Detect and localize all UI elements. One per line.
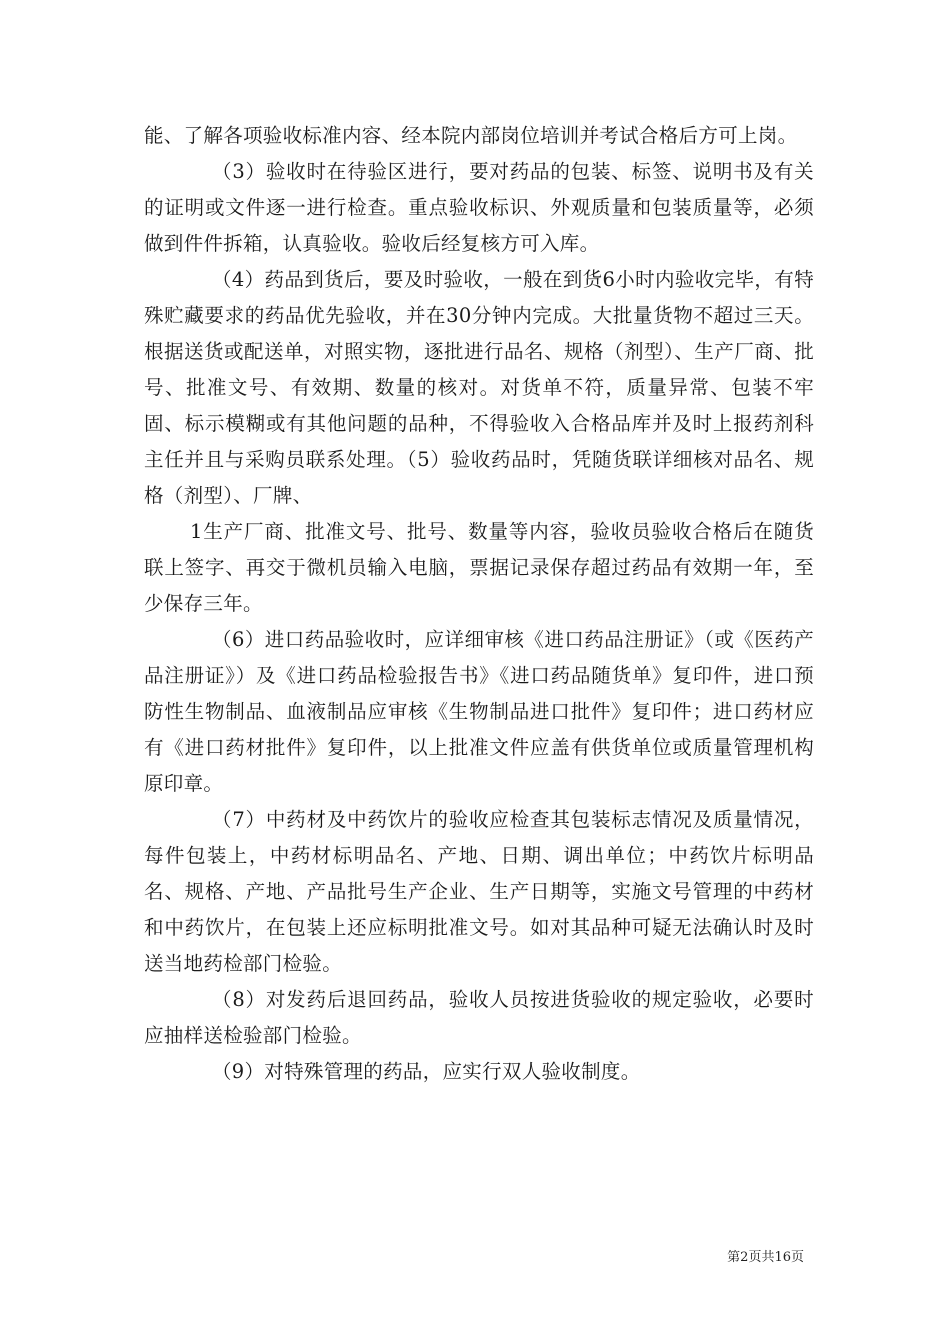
paragraph-6: （7）中药材及中药饮片的验收应检查其包装标志情况及质量情况，每件包装上，中药材标明品名、产地、日期、调出单位；中药饮片标明品名、规格、产地、产品批号生产企业、生产日期等，实施文号管理的中药材和中药饮片，在包装上还应标明批准文号。如对其品种可疑无法确认时及时送当地药检部门检验。 — [144, 808, 814, 975]
paragraph-4: 1生产厂商、批准文号、批号、数量等内容，验收员验收合格后在随货联上签字、再交于微机员输入电脑，票据记录保存超过药品有效期一年，至少保存三年。 — [144, 520, 814, 615]
document-body — [144, 118, 814, 1090]
paragraph-5: （6）进口药品验收时，应详细审核《进口药品注册证》（或《医药产品注册证》）及《进口药品检验报告书》《进口药品随货单》复印件，进口预防性生物制品、血液制品应审核《生物制品进口批件》复印件；进口药材应有《进口药材批件》复印件，以上批准文件应盖有供货单位或质量管理机构原印章。 — [144, 628, 814, 795]
paragraph-7: （8）对发药后退回药品，验收人员按进货验收的规定验收，必要时应抽样送检验部门检验。 — [144, 988, 814, 1047]
page-number-footer: 第2页共16页 — [727, 1250, 804, 1265]
paragraph-3: （4）药品到货后，要及时验收，一般在到货6小时内验收完毕，有特殊贮藏要求的药品优先验收，并在30分钟内完成。大批量货物不超过三天。根据送货或配送单，对照实物，逐批进行品名、规格（剂型）、生产厂商、批号、批准文号、有效期、数量的核对。对货单不符，质量异常、包装不牢固、标示模糊或有其他问题的品种，不得验收入合格品库并及时上报药剂科主任并且与采购员联系处理。（5）验收药品时，凭随货联详细核对品名、规格（剂型）、厂牌、 — [144, 268, 814, 507]
paragraph-1: 能、了解各项验收标准内容、经本院内部岗位培训并考试合格后方可上岗。 — [144, 124, 798, 147]
paragraph-8: （9）对特殊管理的药品，应实行双人验收制度。 — [212, 1060, 641, 1083]
paragraph-2: （3）验收时在待验区进行，要对药品的包装、标签、说明书及有关的证明或文件逐一进行检查。重点验收标识、外观质量和包装质量等，必须做到件件拆箱，认真验收。验收后经复核方可入库。 — [144, 160, 814, 255]
